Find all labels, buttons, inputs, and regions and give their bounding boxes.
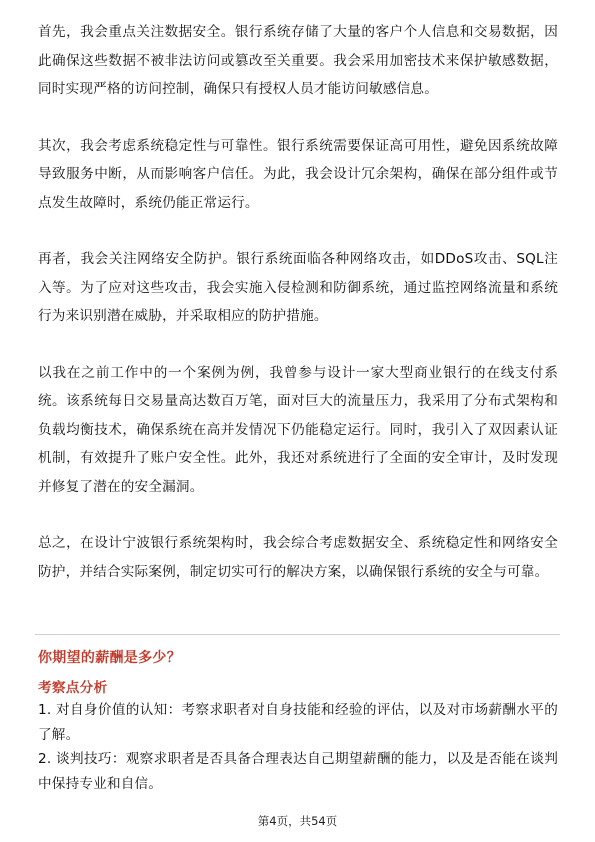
page-number: 第4页，共54页 <box>257 814 338 828</box>
answer-body <box>38 18 558 614</box>
analysis-title: 考察点分析 <box>38 680 108 696</box>
paragraph-system-stability: 其次，我会考虑系统稳定性与可靠性。银行系统需要保证高可用性，避免因系统故障导致服务中断，从而影响客户信任。为此，我会设计冗余架构，确保在部分组件或节点发生故障时，系统仍能正常运行。 <box>38 137 558 211</box>
list-item: 1. 对自身价值的认知：考察求职者对自身技能和经验的评估，以及对市场薪酬水平的了解。 <box>38 702 558 743</box>
analysis-list <box>38 698 558 796</box>
section-divider <box>35 634 560 635</box>
paragraph-case-study: 以我在之前工作中的一个案例为例，我曾参与设计一家大型商业银行的在线支付系统。该系统每日交易量高达数百万笔，面对巨大的流量压力，我采用了分布式架构和负载均衡技术，确保系统在高并发情况下仍能稳定运行。同时，我引入了双因素认证机制，有效提升了账户安全性。此外，我还对系统进行了全面的安全审计，及时发现并修复了潜在的安全漏洞。 <box>38 364 558 495</box>
paragraph-data-security: 首先，我会重点关注数据安全。银行系统存储了大量的客户个人信息和交易数据，因此确保这些数据不被非法访问或篡改至关重要。我会采用加密技术来保护敏感数据，同时实现严格的访问控制，确保只有授权人员才能访问敏感信息。 <box>38 24 558 97</box>
question-title: 你期望的薪酬是多少？ <box>38 650 181 666</box>
paragraph-network-security: 再者，我会关注网络安全防护。银行系统面临各种网络攻击，如DDoS攻击、SQL注入等。为了应对这些攻击，我会实施入侵检测和防御系统，通过监控网络流量和系统行为来识别潜在威胁，并采取相应的防护措施。 <box>38 251 558 324</box>
paragraph-summary: 总之，在设计宁波银行系统架构时，我会综合考虑数据安全、系统稳定性和网络安全防护，并结合实际案例，制定切实可行的解决方案，以确保银行系统的安全与可靠。 <box>38 535 558 580</box>
list-item: 2. 谈判技巧：观察求职者是否具备合理表达自己期望薪酬的能力，以及是否能在谈判中保持专业和自信。 <box>38 751 558 792</box>
